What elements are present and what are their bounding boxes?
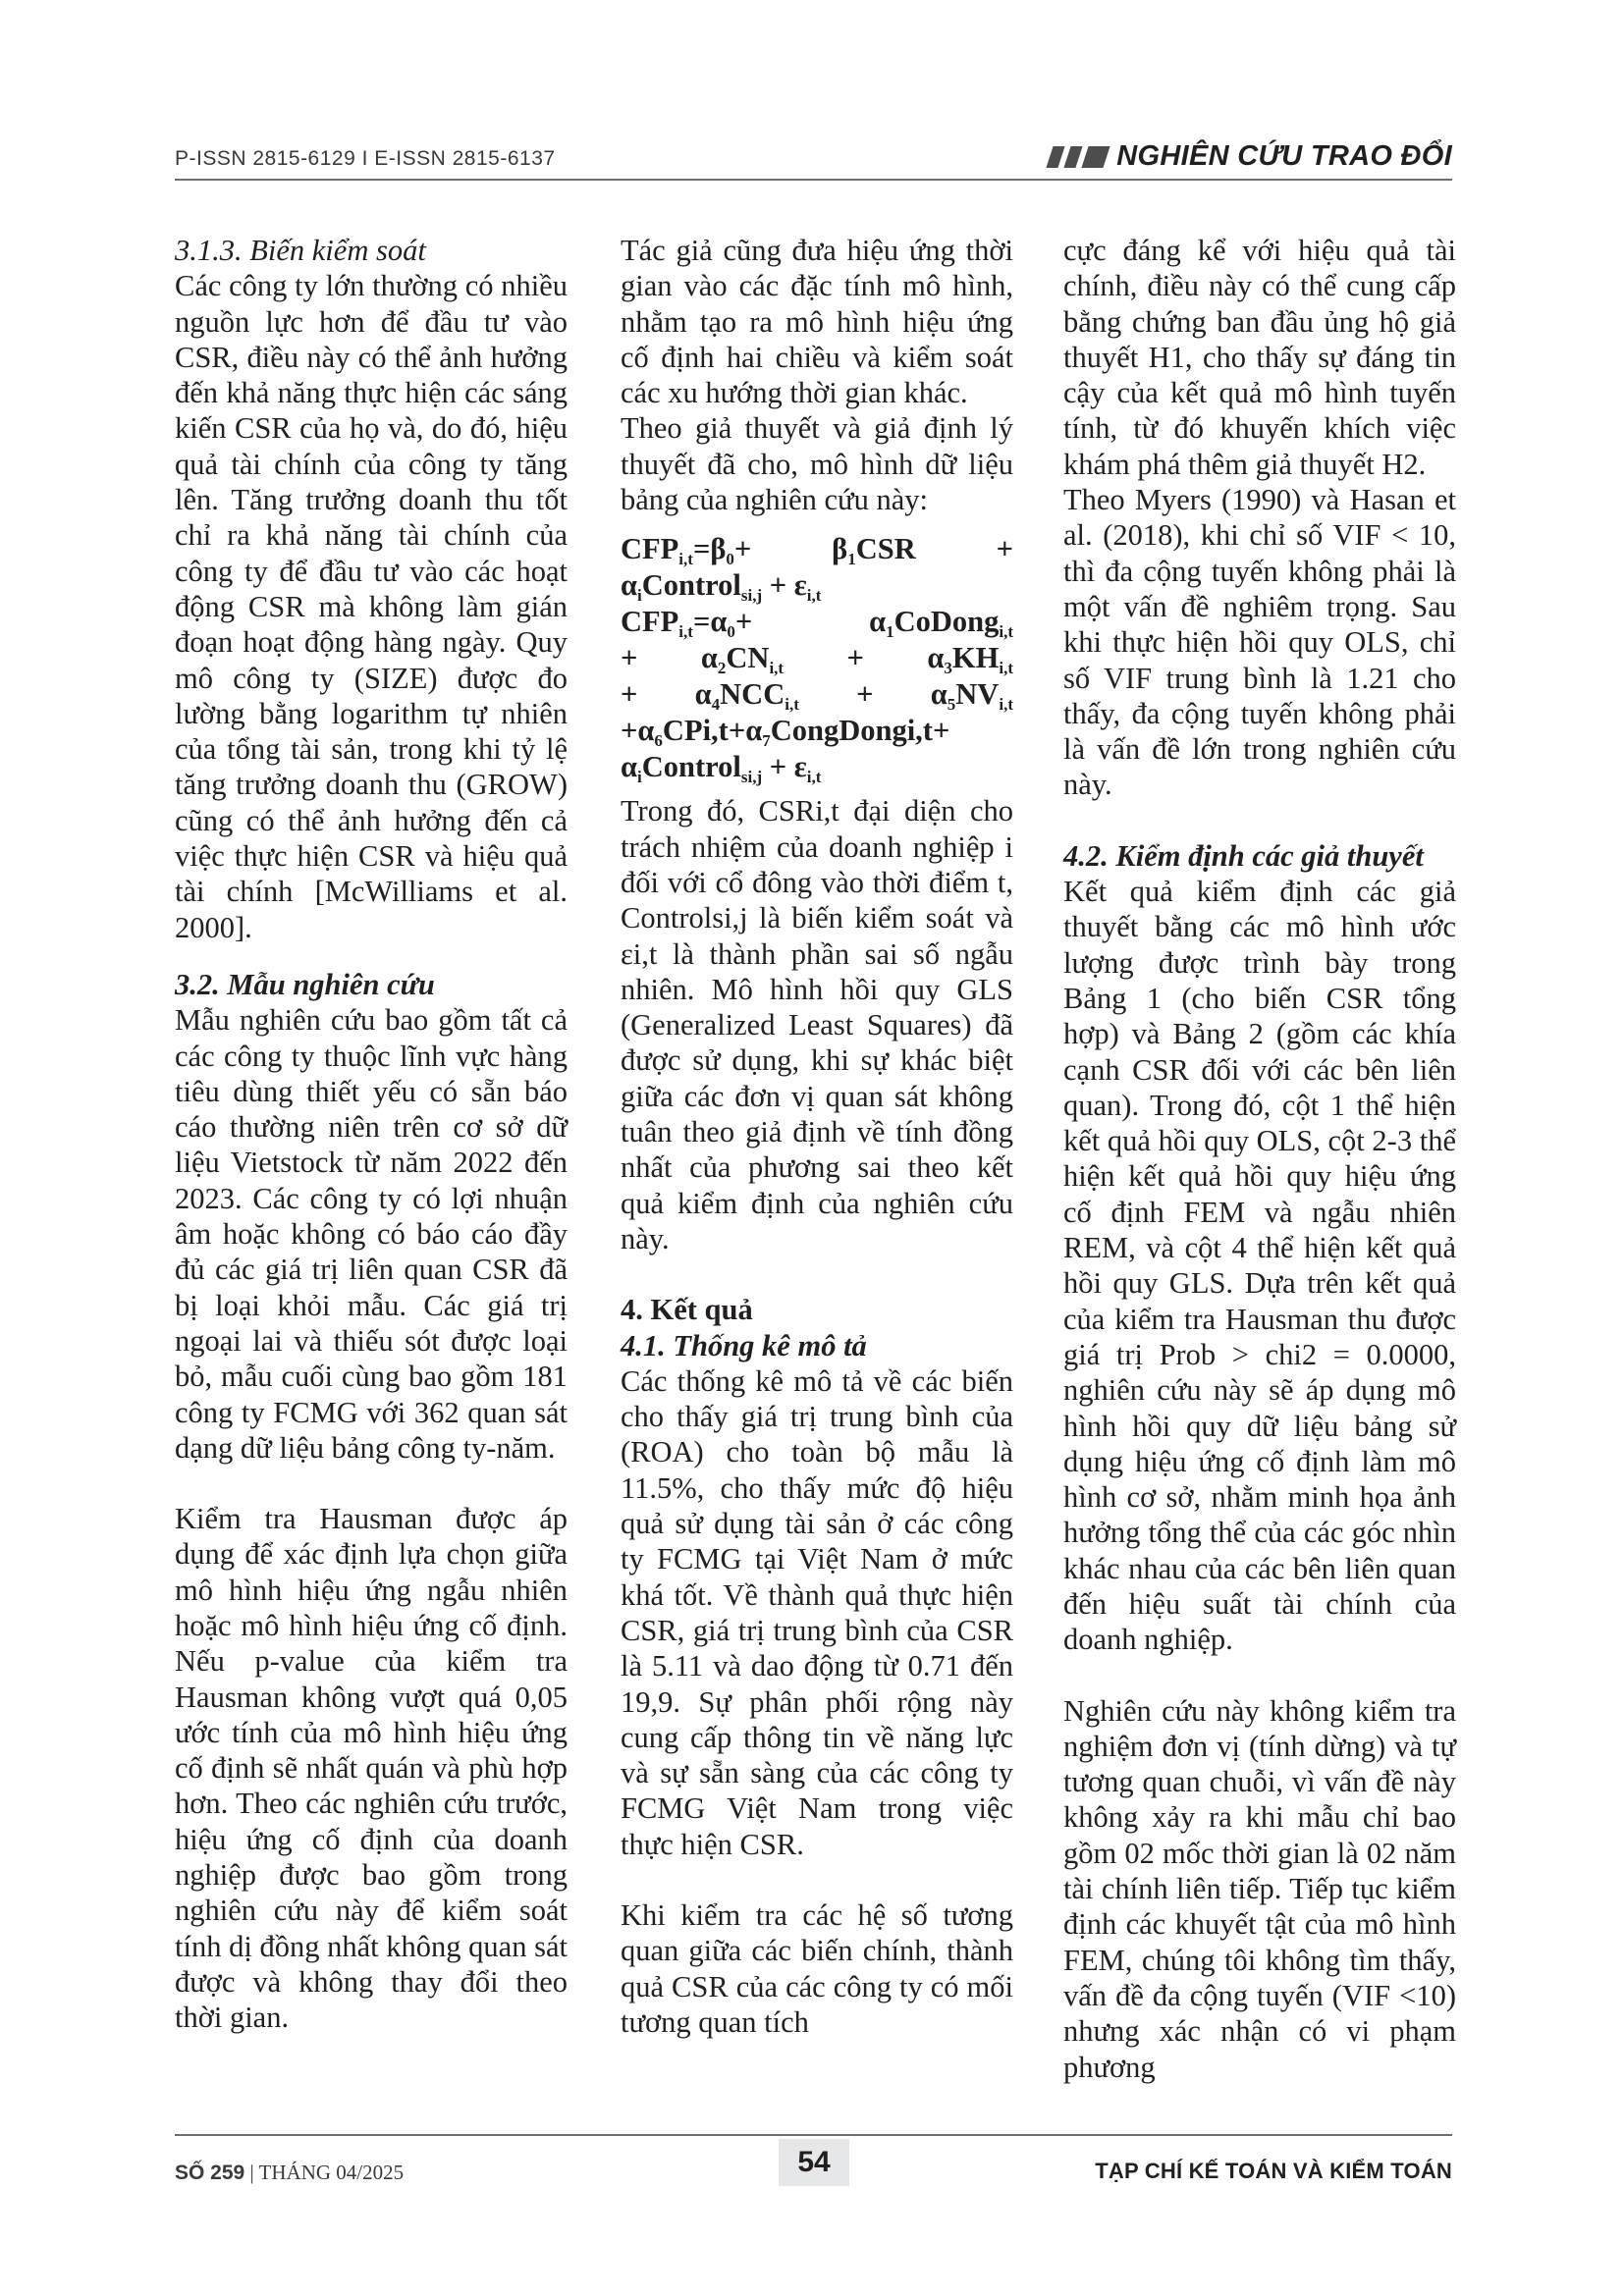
paragraph-descriptive: Các thống kê mô tả về các biến cho thấy giá trị trung bình của (ROA) cho toàn bộ mẫu là 11.5%, cho thấy mức độ hiệu quả sử dụng tài sản ở các công ty FCMG tại Việt Nam ở mức khá tốt. Về thành quả thực hiện CSR, giá trị trung bình của CSR là 5.11 và dao động từ 0.71 đến 19,9. Sự phân phối rộng này cung cấp thông tin về năng lực và sự sẵn sàng của các công ty FCMG Việt Nam trong việc thực hiện CSR. (621, 1363, 1013, 1861)
heading-4: 4. Kết quả (621, 1293, 753, 1327)
paragraph-sample: Mẫu nghiên cứu bao gồm tất cả các công ty thuộc lĩnh vực hàng tiêu dùng thiết yếu có sẵn báo cáo thường niên trên cơ sở dữ liệu Vietstock từ năm 2022 đến 2023. Các công ty có lợi nhuận âm hoặc không có báo cáo đầy đủ các giá trị liên quan CSR đã bị loại khỏi mẫu. Các giá trị ngoại lai và thiếu sót được loại bỏ, mẫu cuối cùng bao gồm 181 công ty FCMG với 362 quan sát dạng dữ liệu bảng công ty-năm. (175, 1003, 568, 1465)
paragraph-continued: cực đáng kể với hiệu quả tài chính, điều này có thể cung cấp bằng chứng ban đầu ủng hộ giả thuyết H1, cho thấy sự đáng tin cậy của kết quả mô hình tuyến tính, từ đó khuyến khích việc khám phá thêm giả thuyết H2. (1063, 234, 1456, 481)
paragraph-hypothesis-test: Kết quả kiểm định các giả thuyết bằng các mô hình ước lượng được trình bày trong Bảng 1 (cho biến CSR tổng hợp) và Bảng 2 (gồm các khía cạnh CSR đối với các bên liên quan). Trong đó, cột 1 thể hiện kết quả hồi quy OLS, cột 2-3 thể hiện kết quả hồi quy hiệu ứng cố định FEM và ngẫu nhiên REM, và cột 4 thể hiện kết quả hồi quy GLS. Dựa trên kết quả của kiểm tra Hausman thu được giá trị Prob > chi2 = 0.0000, nghiên cứu này sẽ áp dụng mô hình hồi quy dữ liệu bảng sử dụng hiệu ứng cố định làm mô hình cơ sở, nhằm minh họa ảnh hưởng tổng thể của các góc nhìn khác nhau của các bên liên quan đến hiệu suất tài chính của doanh nghiệp. (1063, 875, 1456, 1657)
issn-line: P-ISSN 2815-6129 I E-ISSN 2815-6137 (175, 147, 556, 170)
paragraph-unit-root: Nghiên cứu này không kiểm tra nghiệm đơn vị (tính dừng) và tự tương quan chuỗi, vì vấn đề này không xảy ra khi mẫu chỉ bao gồm 02 mốc thời gian là 02 năm tài chính liên tiếp. Tiếp tục kiểm định các khuyết tật của mô hình FEM, chúng tôi không tìm thấy, vấn đề đa cộng tuyến (VIF <10) nhưng xác nhận có vi phạm phương (1063, 1693, 1456, 2084)
regression-equations: $CFP_{i,t}=\beta_0+$ $\beta_1CSR$ + $\alpha_iControl_{si,j} + \varepsilon_{i,t}$ $CFP_{i,t}=\alpha_0+$ $\alpha_1CoDong_{i,t}$ + $\alpha_2CN_{i,t}$ + $\alpha_3KH_{i,t}$ + $\alpha_4NCC_{i,t}$ + $\alpha_5NV_{i,t}$ $+\alpha_6CPi,t+\alpha_7CongDongi,t+$ $\alpha_iControl_{si,j} + \varepsilon_{i,t}$ (621, 532, 1013, 787)
column-2 (621, 233, 1013, 2040)
heading-4-2: 4.2. Kiểm định các giả thuyết (1063, 838, 1424, 873)
journal-name: TẠP CHÍ KẾ TOÁN VÀ KIỂM TOÁN (1095, 2159, 1452, 2183)
paragraph-model-intro: Theo giả thuyết và giả định lý thuyết đã cho, mô hình dữ liệu bảng của nghiên cứu này: (621, 411, 1013, 517)
issue-month: | THÁNG 04/2025 (244, 2161, 405, 2184)
section-header (1050, 140, 1452, 173)
section-title: NGHIÊN CỨU TRAO ĐỔI (1116, 140, 1452, 172)
paragraph-hausman: Kiểm tra Hausman được áp dụng để xác định lựa chọn giữa mô hình hiệu ứng ngẫu nhiên hoặc mô hình hiệu ứng cố định. Nếu p-value của kiểm tra Hausman không vượt quá 0,05 ước tính của mô hình hiệu ứng cố định sẽ nhất quán và phù hợp hơn. Theo các nghiên cứu trước, hiệu ứng cố định của doanh nghiệp được bao gồm trong nghiên cứu này để kiểm soát tính dị đồng nhất không quan sát được và không thay đổi theo thời gian. (175, 1502, 568, 2035)
footer-divider (175, 2134, 1452, 2136)
paragraph-time-effects: Tác giả cũng đưa hiệu ứng thời gian vào các đặc tính mô hình, nhằm tạo ra mô hình hiệu ứng cố định hai chiều và kiểm soát các xu hướng thời gian khác. (621, 234, 1013, 410)
paragraph-correlation: Khi kiểm tra các hệ số tương quan giữa các biến chính, thành quả CSR của các công ty có mối tương quan tích (621, 1897, 1013, 2039)
paragraph-control-variables: Các công ty lớn thường có nhiều nguồn lực hơn để đầu tư vào CSR, điều này có thể ảnh hưởng đến khả năng thực hiện các sáng kiến CSR của họ và, do đó, hiệu quả tài chính của công ty tăng lên. Tăng trưởng doanh thu tốt chỉ ra khả năng tài chính của công ty để đầu tư vào các hoạt động CSR mà không làm gián đoạn hoạt động hàng ngày. Quy mô công ty (SIZE) được đo lường bằng logarithm tự nhiên của tổng tài sản, trong khi tỷ lệ tăng trưởng doanh thu (GROW) cũng có thể ảnh hưởng đến cả việc thực hiện CSR và hiệu quả tài chính [McWilliams et al. 2000]. (175, 269, 568, 944)
issue-info (175, 2161, 404, 2185)
paragraph-where: Trong đó, CSRi,t đại diện cho trách nhiệm của doanh nghiệp i đối với cổ đông vào thời điểm t, Controlsi,j là biến kiểm soát và εi,t là thành phần sai số ngẫu nhiên. Mô hình hồi quy GLS (Generalized Least Squares) đã được sử dụng, khi sự khác biệt giữa các đơn vị quan sát không tuân theo giả định về tính đồng nhất của phương sai theo kết quả kiểm định của nghiên cứu này. (621, 794, 1013, 1255)
issue-number: SỐ 259 (175, 2162, 245, 2184)
column-3 (1063, 233, 1456, 2085)
heading-3-1-3: 3.1.3. Biến kiểm soát (175, 234, 426, 267)
page-number: 54 (779, 2139, 849, 2186)
column-1 (175, 233, 568, 2036)
header-divider (175, 179, 1452, 181)
heading-3-2: 3.2. Mẫu nghiên cứu (175, 967, 435, 1001)
paragraph-vif: Theo Myers (1990) và Hasan et al. (2018), khi chỉ số VIF < 10, thì đa cộng tuyến không phải là một vấn đề nghiêm trọng. Sau khi thực hiện hồi quy OLS, chỉ số VIF trung bình là 1.21 cho thấy, đa cộng tuyến không phải là vấn đề lớn trong nghiên cứu này. (1063, 483, 1456, 802)
section-bars-icon (1050, 146, 1107, 168)
heading-4-1: 4.1. Thống kê mô tả (621, 1328, 867, 1362)
